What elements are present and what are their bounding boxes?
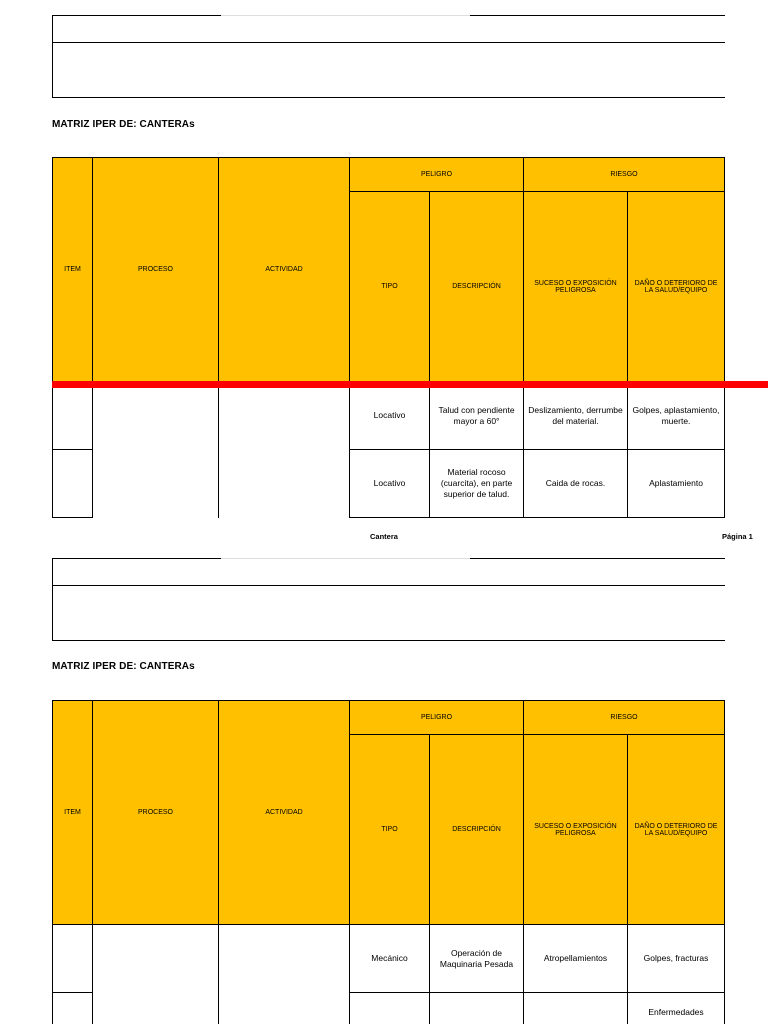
document-title: MATRIZ IPER DE: CANTERAs <box>52 661 195 672</box>
header-divider <box>221 15 470 16</box>
header-divider <box>221 558 470 559</box>
dano-cell: Golpes, aplastamiento, muerte. <box>628 382 725 450</box>
header-tipo: TIPO <box>350 735 430 925</box>
suceso-cell <box>524 993 628 1024</box>
header-descripcion: DESCRIPCIÓN <box>430 735 524 925</box>
header-row-2 <box>53 586 725 640</box>
descripcion-cell: Talud con pendiente mayor a 60° <box>430 382 524 450</box>
header-item: ITEM <box>53 701 93 925</box>
header-riesgo: RIESGO <box>524 158 725 192</box>
header-tipo: TIPO <box>350 192 430 382</box>
dano-cell: Golpes, fracturas <box>628 925 725 993</box>
header-peligro: PELIGRO <box>350 701 524 735</box>
document-title: MATRIZ IPER DE: CANTERAs <box>52 119 195 130</box>
item-cell <box>53 450 93 518</box>
header-dano: DAÑO O DETERIORO DE LA SALUD/EQUIPO <box>628 735 725 925</box>
header-box-page2 <box>52 558 725 641</box>
header-row-2 <box>53 43 725 97</box>
table-row <box>53 382 725 450</box>
header-actividad: ACTIVIDAD <box>219 158 350 382</box>
header-actividad: ACTIVIDAD <box>219 701 350 925</box>
dano-cell: Enfermedades <box>628 993 725 1024</box>
suceso-cell: Atropellamientos <box>524 925 628 993</box>
suceso-cell: Caida de rocas. <box>524 450 628 518</box>
descripcion-cell <box>430 993 524 1024</box>
item-cell <box>53 925 93 993</box>
header-descripcion: DESCRIPCIÓN <box>430 192 524 382</box>
header-dano: DAÑO O DETERIORO DE LA SALUD/EQUIPO <box>628 192 725 382</box>
descripcion-cell: Operación de Maquinaria Pesada <box>430 925 524 993</box>
item-cell <box>53 993 93 1024</box>
actividad-cell <box>219 382 350 518</box>
header-row-1 <box>53 559 725 586</box>
header-suceso: SUCESO O EXPOSICIÓN PELIGROSA <box>524 735 628 925</box>
red-separator <box>52 381 768 388</box>
header-proceso: PROCESO <box>93 701 219 925</box>
tipo-cell: Locativo <box>350 382 430 450</box>
header-row-1 <box>53 16 725 43</box>
dano-cell: Aplastamiento <box>628 450 725 518</box>
header-item: ITEM <box>53 158 93 382</box>
proceso-cell <box>93 925 219 1024</box>
header-box-page1 <box>52 15 725 98</box>
header-peligro: PELIGRO <box>350 158 524 192</box>
proceso-cell <box>93 382 219 518</box>
actividad-cell <box>219 925 350 1024</box>
footer-label: Cantera <box>370 532 398 541</box>
descripcion-cell: Material rocoso (cuarcita), en parte superior de talud. <box>430 450 524 518</box>
page-number: Página 1 <box>722 532 753 541</box>
header-suceso: SUCESO O EXPOSICIÓN PELIGROSA <box>524 192 628 382</box>
tipo-cell: Mecánico <box>350 925 430 993</box>
suceso-cell: Deslizamiento, derrumbe del material. <box>524 382 628 450</box>
header-riesgo: RIESGO <box>524 701 725 735</box>
table-row <box>53 925 725 993</box>
header-proceso: PROCESO <box>93 158 219 382</box>
iper-table-page1 <box>52 157 725 518</box>
tipo-cell <box>350 993 430 1024</box>
tipo-cell: Locativo <box>350 450 430 518</box>
iper-table-page2 <box>52 700 725 1024</box>
item-cell <box>53 382 93 450</box>
